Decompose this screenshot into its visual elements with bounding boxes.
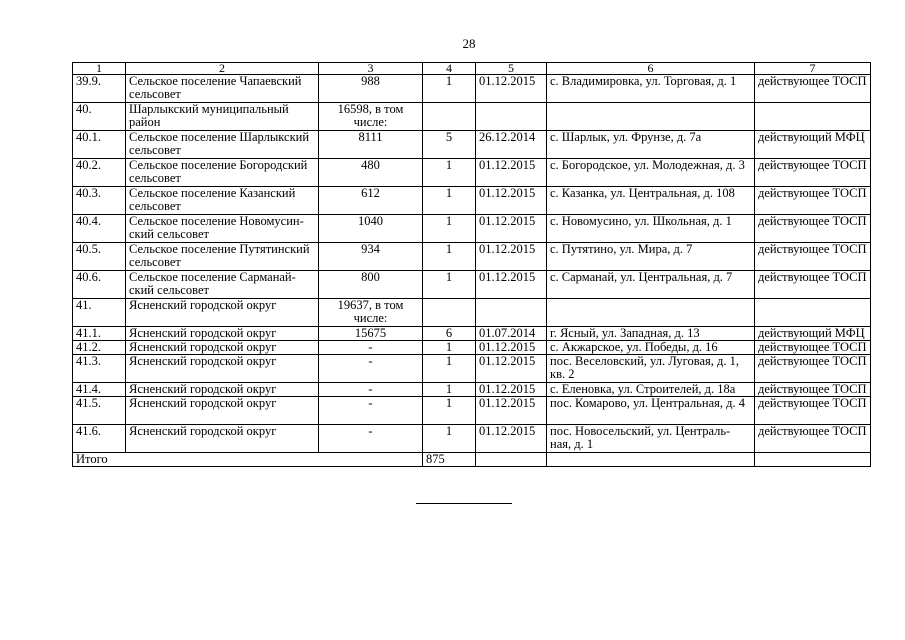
status-cell: действующее ТОСП [755, 341, 871, 355]
row-number-cell: 41.4. [73, 383, 126, 397]
table-row [73, 215, 871, 243]
address-cell: с. Казанка, ул. Центральная, д. 108 [547, 187, 755, 215]
table-row [73, 299, 871, 327]
population-cell: 15675 [319, 327, 423, 341]
date-cell [476, 299, 547, 327]
municipality-cell: Сельское поселение Путятинский сельсовет [126, 243, 319, 271]
date-cell: 01.12.2015 [476, 75, 547, 103]
address-cell: г. Ясный, ул. Западная, д. 13 [547, 327, 755, 341]
population-cell: 480 [319, 159, 423, 187]
table-row [73, 243, 871, 271]
population-cell: - [319, 397, 423, 425]
windows-cell [423, 299, 476, 327]
windows-cell: 1 [423, 355, 476, 383]
windows-cell: 1 [423, 271, 476, 299]
table-row [73, 425, 871, 453]
row-number-cell: 41.5. [73, 397, 126, 425]
date-cell: 01.12.2015 [476, 341, 547, 355]
municipality-cell: Сельское поселение Новомусин-ский сельсовет [126, 215, 319, 243]
windows-cell: 1 [423, 243, 476, 271]
table-row [73, 103, 871, 131]
header-row [73, 63, 871, 75]
status-cell: действующее ТОСП [755, 75, 871, 103]
windows-cell [423, 103, 476, 131]
header-cell: 7 [755, 63, 871, 75]
date-cell: 01.12.2015 [476, 425, 547, 453]
municipality-cell: Ясненский городской округ [126, 397, 319, 425]
population-cell: - [319, 425, 423, 453]
population-cell: 16598, в том числе: [319, 103, 423, 131]
total-empty-cell [755, 453, 871, 467]
windows-cell: 5 [423, 131, 476, 159]
date-cell: 01.12.2015 [476, 187, 547, 215]
total-row [73, 453, 871, 467]
address-cell: с. Шарлык, ул. Фрунзе, д. 7а [547, 131, 755, 159]
municipality-cell: Ясненский городской округ [126, 341, 319, 355]
date-cell: 01.12.2015 [476, 271, 547, 299]
status-cell: действующий МФЦ [755, 327, 871, 341]
table-row [73, 355, 871, 383]
table-row [73, 75, 871, 103]
address-cell: с. Акжарское, ул. Победы, д. 16 [547, 341, 755, 355]
municipality-cell: Ясненский городской округ [126, 425, 319, 453]
total-windows-value: 875 [423, 453, 476, 467]
address-cell [547, 299, 755, 327]
status-cell: действующее ТОСП [755, 355, 871, 383]
row-number-cell: 41.2. [73, 341, 126, 355]
total-label: Итого [73, 453, 423, 467]
date-cell: 01.12.2015 [476, 355, 547, 383]
population-cell: 8111 [319, 131, 423, 159]
windows-cell: 6 [423, 327, 476, 341]
row-number-cell: 41.6. [73, 425, 126, 453]
table-row [73, 397, 871, 425]
table-row [73, 271, 871, 299]
row-number-cell: 41. [73, 299, 126, 327]
municipality-cell: Ясненский городской округ [126, 299, 319, 327]
windows-cell: 1 [423, 425, 476, 453]
municipality-cell: Сельское поселение Сарманай-ский сельсовет [126, 271, 319, 299]
table-row [73, 187, 871, 215]
date-cell: 01.12.2015 [476, 215, 547, 243]
address-cell: с. Еленовка, ул. Строителей, д. 18а [547, 383, 755, 397]
date-cell: 01.12.2015 [476, 243, 547, 271]
date-cell: 01.12.2015 [476, 383, 547, 397]
status-cell: действующее ТОСП [755, 425, 871, 453]
table-row [73, 341, 871, 355]
footnote-rule [416, 503, 512, 504]
population-cell: 934 [319, 243, 423, 271]
population-cell: - [319, 355, 423, 383]
address-cell: с. Сарманай, ул. Центральная, д. 7 [547, 271, 755, 299]
address-cell: с. Владимировка, ул. Торговая, д. 1 [547, 75, 755, 103]
municipality-cell: Сельское поселение Шарлыкский сельсовет [126, 131, 319, 159]
status-cell [755, 103, 871, 131]
address-cell: с. Богородское, ул. Молодежная, д. 3 [547, 159, 755, 187]
row-number-cell: 41.1. [73, 327, 126, 341]
address-cell: с. Новомусино, ул. Школьная, д. 1 [547, 215, 755, 243]
address-cell: пос. Комарово, ул. Центральная, д. 4 [547, 397, 755, 425]
header-cell: 3 [319, 63, 423, 75]
status-cell: действующее ТОСП [755, 243, 871, 271]
total-empty-cell [476, 453, 547, 467]
table-row [73, 131, 871, 159]
status-cell [755, 299, 871, 327]
row-number-cell: 40.6. [73, 271, 126, 299]
row-number-cell: 40.1. [73, 131, 126, 159]
population-cell: 19637, в том числе: [319, 299, 423, 327]
page-number: 28 [462, 36, 476, 51]
population-cell: 800 [319, 271, 423, 299]
header-cell: 1 [73, 63, 126, 75]
table-row [73, 159, 871, 187]
row-number-cell: 40.5. [73, 243, 126, 271]
total-empty-cell [547, 453, 755, 467]
header-cell: 4 [423, 63, 476, 75]
municipality-cell: Ясненский городской округ [126, 327, 319, 341]
address-cell: пос. Веселовский, ул. Луговая, д. 1, кв. 2 [547, 355, 755, 383]
date-cell: 26.12.2014 [476, 131, 547, 159]
header-cell: 5 [476, 63, 547, 75]
status-cell: действующее ТОСП [755, 215, 871, 243]
row-number-cell: 41.3. [73, 355, 126, 383]
municipality-cell: Сельское поселение Богородский сельсовет [126, 159, 319, 187]
row-number-cell: 40.2. [73, 159, 126, 187]
header-cell: 6 [547, 63, 755, 75]
windows-cell: 1 [423, 187, 476, 215]
header-cell: 2 [126, 63, 319, 75]
address-cell: с. Путятино, ул. Мира, д. 7 [547, 243, 755, 271]
date-cell: 01.12.2015 [476, 397, 547, 425]
municipality-cell: Шарлыкский муниципальный район [126, 103, 319, 131]
windows-cell: 1 [423, 159, 476, 187]
status-cell: действующее ТОСП [755, 187, 871, 215]
table-row [73, 383, 871, 397]
date-cell [476, 103, 547, 131]
services-table [72, 62, 871, 467]
population-cell: 1040 [319, 215, 423, 243]
windows-cell: 1 [423, 383, 476, 397]
population-cell: 612 [319, 187, 423, 215]
population-cell: - [319, 383, 423, 397]
row-number-cell: 39.9. [73, 75, 126, 103]
municipality-cell: Сельское поселение Чапаевский сельсовет [126, 75, 319, 103]
address-cell: пос. Новосельский, ул. Централь-ная, д. 1 [547, 425, 755, 453]
row-number-cell: 40. [73, 103, 126, 131]
status-cell: действующее ТОСП [755, 159, 871, 187]
windows-cell: 1 [423, 215, 476, 243]
address-cell [547, 103, 755, 131]
municipality-cell: Ясненский городской округ [126, 383, 319, 397]
table-row [73, 327, 871, 341]
windows-cell: 1 [423, 397, 476, 425]
windows-cell: 1 [423, 75, 476, 103]
windows-cell: 1 [423, 341, 476, 355]
date-cell: 01.07.2014 [476, 327, 547, 341]
status-cell: действующее ТОСП [755, 383, 871, 397]
municipality-cell: Сельское поселение Казанский сельсовет [126, 187, 319, 215]
municipality-cell: Ясненский городской округ [126, 355, 319, 383]
status-cell: действующее ТОСП [755, 397, 871, 425]
row-number-cell: 40.3. [73, 187, 126, 215]
row-number-cell: 40.4. [73, 215, 126, 243]
date-cell: 01.12.2015 [476, 159, 547, 187]
status-cell: действующее ТОСП [755, 271, 871, 299]
population-cell: 988 [319, 75, 423, 103]
status-cell: действующий МФЦ [755, 131, 871, 159]
population-cell: - [319, 341, 423, 355]
